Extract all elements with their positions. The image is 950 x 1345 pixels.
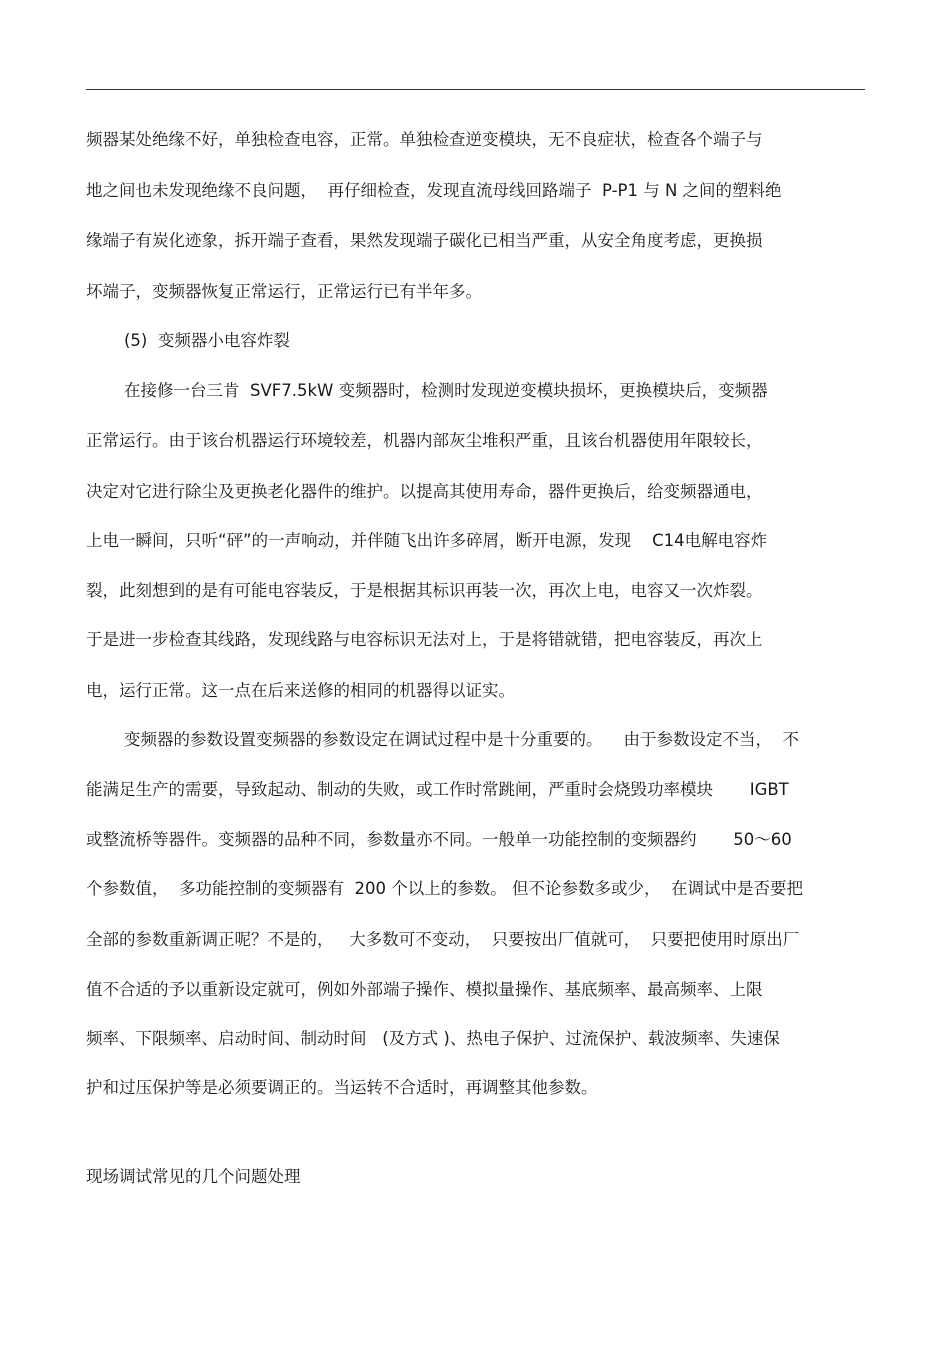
text-line: 值不合适的予以重新设定就可，例如外部端子操作、模拟量操作、基底频率、最高频率、上限 — [86, 980, 763, 999]
section-title: (5) 变频器小电容炸裂 — [124, 331, 290, 350]
text-line: 变频器的参数设置变频器的参数设定在调试过程中是十分重要的。 由于参数设定不当， 不 — [124, 730, 799, 749]
text-line: 或整流桥等器件。变频器的品种不同，参数量亦不同。一般单一功能控制的变频器约 50～60 — [86, 830, 792, 849]
text-line: 裂，此刻想到的是有可能电容装反，于是根据其标识再装一次，再次上电，电容又一次炸裂。 — [86, 581, 763, 600]
text-line: 全部的参数重新调正呢？不是的， 大多数可不变动， 只要按出厂值就可， 只要把使用时原出厂 — [86, 930, 800, 949]
section-heading: 现场调试常见的几个问题处理 — [86, 1167, 301, 1186]
text-line: 电，运行正常。这一点在后来送修的相同的机器得以证实。 — [86, 681, 515, 700]
text-line: 个参数值， 多功能控制的变频器有 200 个以上的参数。 但不论参数多或少， 在调试中是否要把 — [86, 879, 803, 898]
text-line: 护和过压保护等是必须要调正的。当运转不合适时，再调整其他参数。 — [86, 1078, 598, 1097]
text-line: 上电一瞬间，只听“砰”的一声响动，并伴随飞出许多碎屑，断开电源，发现 C14电解电容炸 — [86, 531, 768, 550]
text-line: 坏端子，变频器恢复正常运行，正常运行已有半年多。 — [86, 282, 482, 301]
text-line: 于是进一步检查其线路，发现线路与电容标识无法对上，于是将错就错，把电容装反，再次上 — [86, 630, 763, 649]
text-line: 频器某处绝缘不好，单独检查电容，正常。单独检查逆变模块，无不良症状，检查各个端子与 — [86, 130, 763, 149]
header-rule — [86, 89, 865, 90]
text-line: 地之间也未发现绝缘不良问题， 再仔细检查，发现直流母线回路端子 P-P1 与 N 之间的塑料绝 — [86, 181, 782, 200]
text-line: 频率、下限频率、启动时间、制动时间 (及方式 )、热电子保护、过流保护、载波频率、失速保 — [86, 1029, 780, 1048]
text-line: 能满足生产的需要，导致起动、制动的失败，或工作时常跳闸，严重时会烧毁功率模块 IGBT — [86, 780, 789, 799]
text-line: 缘端子有炭化迹象，拆开端子查看，果然发现端子碳化已相当严重，从安全角度考虑，更换损 — [86, 231, 763, 250]
text-line: 正常运行。由于该台机器运行环境较差，机器内部灰尘堆积严重，且该台机器使用年限较长， — [86, 431, 763, 450]
text-line: 在接修一台三肯 SVF7.5kW 变频器时，检测时发现逆变模块损坏，更换模块后，变频器 — [124, 381, 768, 400]
text-line: 决定对它进行除尘及更换老化器件的维护。以提高其使用寿命，器件更换后，给变频器通电， — [86, 482, 763, 501]
